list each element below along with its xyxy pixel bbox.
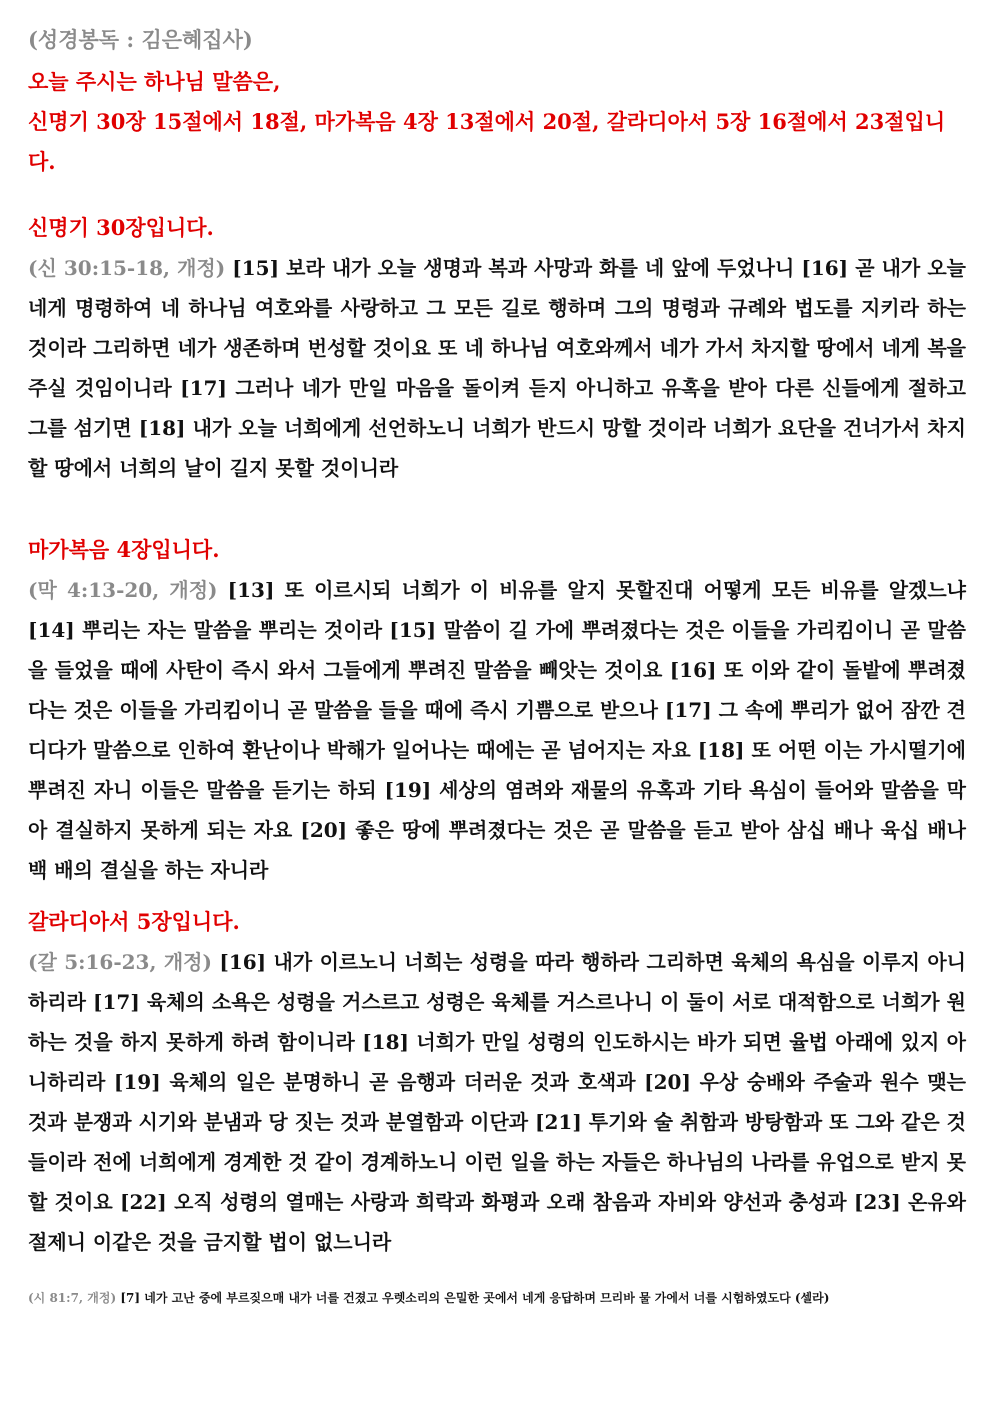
verse-paragraph — [28, 942, 966, 1262]
footnote — [28, 1288, 966, 1308]
section-mark — [28, 530, 966, 890]
intro-line: 오늘 주시는 하나님 말씀은, — [28, 69, 281, 94]
section-galatians — [28, 902, 966, 1262]
footnote-reference: (시 81:7, 개정) — [28, 1291, 117, 1305]
verse-text: [15] 보라 내가 오늘 생명과 복과 사망과 화를 네 앞에 두었나니 [16] 곧 내가 오늘 네게 명령하여 네 하나님 여호와를 사랑하고 그 모든 길로 행하며 그의 명령과 규례와 법도를 지키라 하는 것이라 그리하면 네가 생존하며 번성할 것이요 또 네 하나님 여호와께서 네가 가서 차지할 땅에서 네게 복을 주실 것임이니라 [17] 그러나 네가 만일 마음을 돌이켜 듣지 아니하고 유혹을 받아 다른 신들에게 절하고 그를 섬기면 [18] 내가 오늘 너희에게 선언하노니 너희가 반드시 망할 것이라 너희가 요단을 건너가서 차지할 땅에서 너희의 날이 길지 못할 것이니라 — [28, 256, 966, 480]
verse-paragraph — [28, 248, 966, 488]
reading-list: 신명기 30장 15절에서 18절, 마가복음 4장 13절에서 20절, 갈라디아서 5장 16절에서 23절입니다. — [28, 109, 946, 174]
footnote-text: [7] 네가 고난 중에 부르짖으매 내가 너를 건졌고 우렛소리의 은밀한 곳에서 네게 응답하며 므리바 물 가에서 너를 시험하였도다 (셀라) — [120, 1291, 830, 1305]
verse-text: [13] 또 이르시되 너희가 이 비유를 알지 못할진대 어떻게 모든 비유를 알겠느냐 [14] 뿌리는 자는 말씀을 뿌리는 것이라 [15] 말씀이 길 가에 뿌려졌다는 것은 이들을 가리킴이니 곧 말씀을 들었을 때에 사탄이 즉시 와서 그들에게 뿌려진 말씀을 빼앗는 것이요 [16] 또 이와 같이 돌밭에 뿌려졌다는 것은 이들을 가리킴이니 곧 말씀을 들을 때에 즉시 기쁨으로 받으나 [17] 그 속에 뿌리가 없어 잠깐 견디다가 말씀으로 인하여 환난이나 박해가 일어나는 때에는 곧 넘어지는 자요 [18] 또 어떤 이는 가시떨기에 뿌려진 자니 이들은 말씀을 듣기는 하되 [19] 세상의 염려와 재물의 유혹과 기타 욕심이 들어와 말씀을 막아 결실하지 못하게 되는 자요 [20] 좋은 땅에 뿌려졌다는 것은 곧 말씀을 듣고 받아 삼십 배나 육십 배나 백 배의 결실을 하는 자니라 — [28, 578, 967, 882]
section-title: 마가복음 4장입니다. — [28, 537, 220, 562]
bulletin-page — [28, 18, 966, 1308]
section-deuteronomy — [28, 208, 966, 488]
verse-reference: (막 4:13-20, 개정) — [28, 578, 218, 602]
reader-credit: (성경봉독 : 김은혜집사) — [28, 27, 253, 52]
verse-text: [16] 내가 이르노니 너희는 성령을 따라 행하라 그리하면 육체의 욕심을 이루지 아니하리라 [17] 육체의 소욕은 성령을 거스르고 성령은 육체를 거스르나니 이 둘이 서로 대적함으로 너희가 원하는 것을 하지 못하게 하려 함이니라 [18] 너희가 만일 성령의 인도하시는 바가 되면 율법 아래에 있지 아니하리라 [19] 육체의 일은 분명하니 곧 음행과 더러운 것과 호색과 [20] 우상 숭배와 주술과 원수 맺는 것과 분쟁과 시기와 분냄과 당 짓는 것과 분열함과 이단과 [21] 투기와 술 취함과 방탕함과 또 그와 같은 것들이라 전에 너희에게 경계한 것 같이 경계하노니 이런 일을 하는 자들은 하나님의 나라를 유업으로 받지 못할 것이요 [22] 오직 성령의 열매는 사랑과 희락과 화평과 오래 참음과 자비와 양선과 충성과 [23] 온유와 절제니 이같은 것을 금지할 법이 없느니라 — [28, 950, 966, 1254]
verse-reference: (신 30:15-18, 개정) — [28, 256, 226, 280]
section-title: 신명기 30장입니다. — [28, 215, 214, 240]
verse-paragraph — [28, 570, 966, 890]
verse-reference: (갈 5:16-23, 개정) — [28, 950, 212, 974]
section-title: 갈라디아서 5장입니다. — [28, 909, 240, 934]
